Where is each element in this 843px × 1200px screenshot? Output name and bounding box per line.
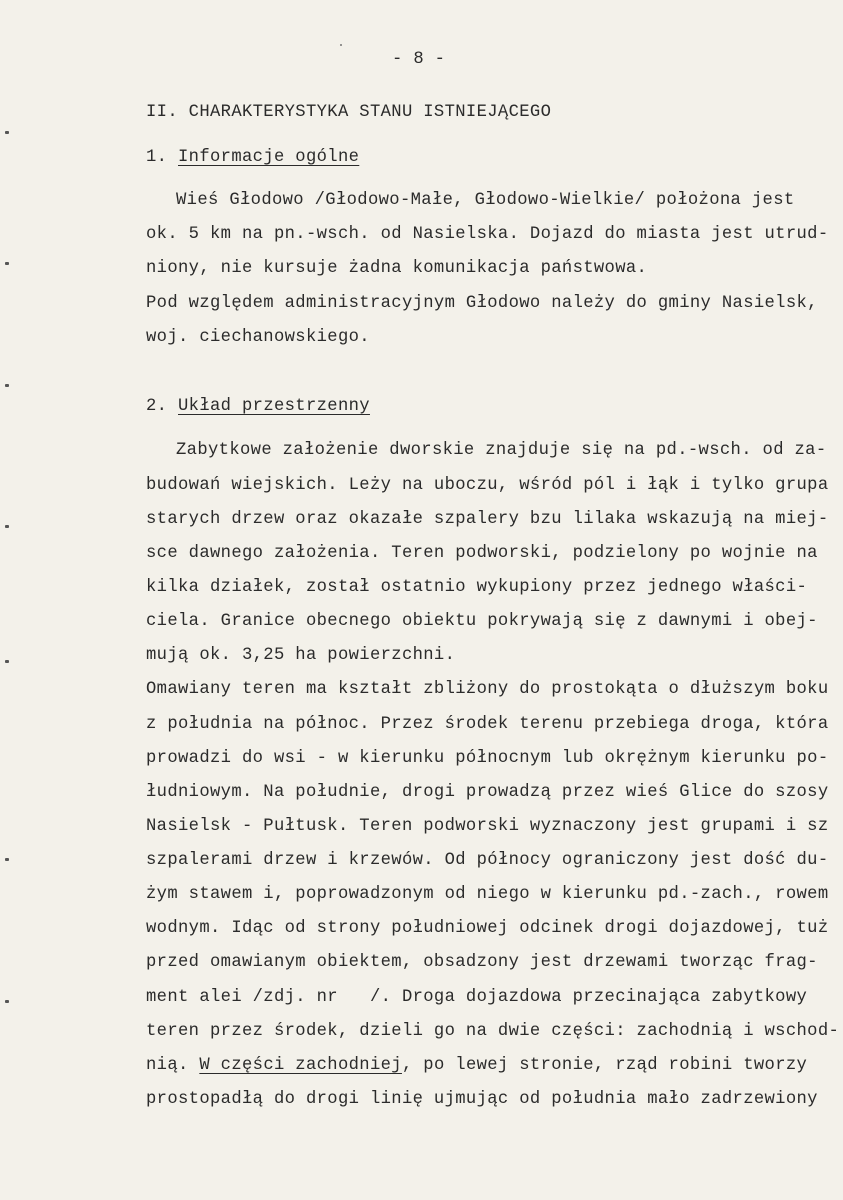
text-line: prostopadłą do drogi linię ujmując od południa mało zadrzewiony: [146, 1090, 818, 1109]
page-number: - 8 -: [392, 50, 446, 69]
margin-mark: [5, 262, 9, 265]
underlined-phrase: W części zachodniej: [199, 1056, 402, 1075]
subsection-title: Układ przestrzenny: [178, 397, 370, 416]
text-line: niony, nie kursuje żadna komunikacja państwowa.: [146, 259, 648, 278]
section-title: II. CHARAKTERYSTYKA STANU ISTNIEJĄCEGO: [146, 103, 552, 122]
text-line: ment alei /zdj. nr /. Droga dojazdowa przecinająca zabytkowy: [146, 988, 808, 1007]
subsection-number: 1.: [146, 148, 178, 167]
margin-mark: [5, 858, 9, 861]
subsection-heading-2: [146, 397, 370, 417]
text-line: ciela. Granice obecnego obiektu pokrywają się z dawnymi i obej-: [146, 612, 818, 631]
subsection-number: 2.: [146, 397, 178, 416]
text-line: [146, 1056, 807, 1076]
text-line: łudniowym. Na południe, drogi prowadzą przez wieś Glice do szosy: [146, 783, 829, 802]
text-line: budowań wiejskich. Leży na uboczu, wśród pól i łąk i tylko grupa: [146, 476, 829, 495]
text-line: starych drzew oraz okazałe szpalery bzu lilaka wskazują na miej-: [146, 510, 829, 529]
subsection-title: Informacje ogólne: [178, 148, 360, 167]
text-line: przed omawianym obiektem, obsadzony jest drzewami tworząc frag-: [146, 953, 818, 972]
text-line: sce dawnego założenia. Teren podworski, podzielony po wojnie na: [146, 544, 818, 563]
paper-speck: [340, 44, 342, 46]
text-fragment: , po lewej stronie, rząd robini tworzy: [401, 1056, 808, 1075]
text-line: mują ok. 3,25 ha powierzchni.: [146, 646, 456, 665]
text-line: z południa na północ. Przez środek terenu przebiega droga, która: [146, 715, 829, 734]
subsection-heading-1: [146, 148, 359, 168]
text-line: prowadzi do wsi - w kierunku północnym lub okrężnym kierunku po-: [146, 749, 829, 768]
text-line: Zabytkowe założenie dworskie znajduje się na pd.-wsch. od za-: [176, 441, 827, 460]
margin-mark: [5, 384, 9, 387]
text-line: Nasielsk - Pułtusk. Teren podworski wyznaczony jest grupami i sz: [146, 817, 829, 836]
text-line: Omawiany teren ma kształt zbliżony do prostokąta o dłuższym boku: [146, 680, 829, 699]
text-line: teren przez środek, dzieli go na dwie części: zachodnią i wschod-: [146, 1022, 840, 1041]
margin-mark: [5, 525, 9, 528]
margin-mark: [5, 1000, 9, 1003]
margin-mark: [5, 131, 9, 134]
text-line: Wieś Głodowo /Głodowo-Małe, Głodowo-Wielkie/ położona jest: [176, 191, 795, 210]
text-fragment: nią.: [146, 1056, 200, 1075]
text-line: szpalerami drzew i krzewów. Od północy ograniczony jest dość du-: [146, 851, 829, 870]
text-line: kilka działek, został ostatnio wykupiony przez jednego właści-: [146, 578, 808, 597]
text-line: wodnym. Idąc od strony południowej odcinek drogi dojazdowej, tuż: [146, 919, 829, 938]
text-line: Pod względem administracyjnym Głodowo należy do gminy Nasielsk,: [146, 294, 818, 313]
text-line: woj. ciechanowskiego.: [146, 328, 370, 347]
text-line: żym stawem i, poprowadzonym od niego w kierunku pd.-zach., rowem: [146, 885, 829, 904]
margin-mark: [5, 660, 9, 663]
text-line: ok. 5 km na pn.-wsch. od Nasielska. Dojazd do miasta jest utrud-: [146, 225, 829, 244]
